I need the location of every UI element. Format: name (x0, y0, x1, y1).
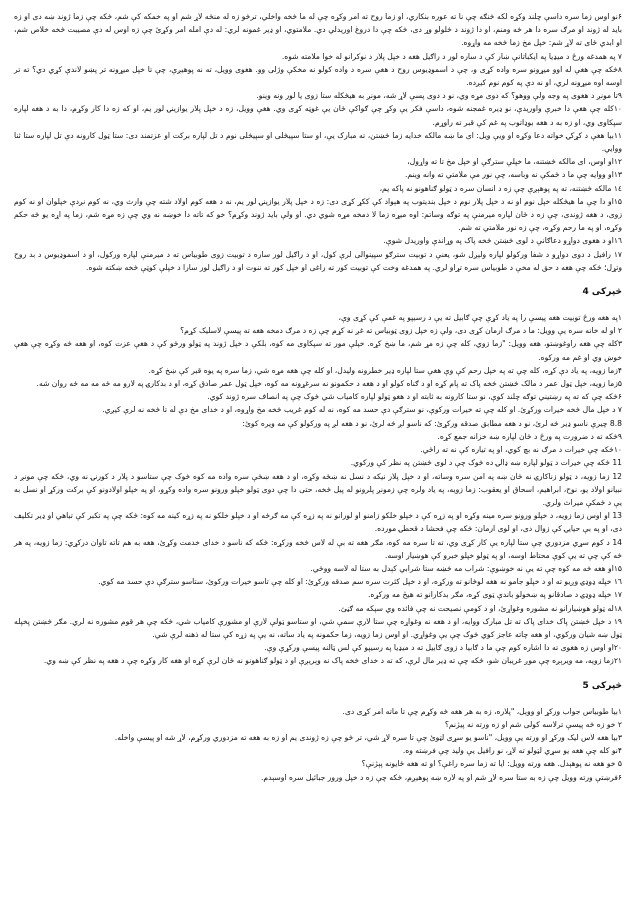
verse-paragraph: ۱بیا طوبیاس جواب ورکړ او وویل، "پلاره، زه به هر هغه څه وکړم چې تا ماته امر کړی دی. (342, 706, 622, 716)
verse-paragraph: ۲۱زما زویه، مه ویرېږه چې موږ غریبان شو، څکه چې ته ډیر مال لرې، که ته د خدای څخه پاک نه وېریږې او د ټولو ګناهونو نه ځان لرې کړه او هغه کار وکړه چې د هغه په نظر کې ښه وي. (43, 656, 622, 666)
verse-paragraph: ۱٤ مالکه څښتنه، ته په پوهېږې چې زه د انسان سره د ټولو ګناهونو نه پاکه یم، (379, 183, 622, 193)
verse-paragraph: ۴نو کله چې هغه یو سړي لټولو ته لاړ، نو رافیل یې ولید چې فرښته وه. (402, 746, 622, 756)
verse-paragraph: ۱۷ خپله ډوډۍ د صادقانو په ښخولو باندې ټوی کړه، مګر بدکارانو ته هیڅ مه ورکړه. (368, 590, 622, 600)
verse-paragraph: ۱۱بیا هغې د کړکۍ خواته دعا وکړه او ویې ویل: ای ما ښه مالکه خدایه زما څښتن، ته مبارک یې، او ستا سپیڅلی او سپیڅلی نوم د تل لپاره برکت او عزتمند دی: ستا ټول کارونه دې تل لپاره ستا ثنا ووایي. (14, 130, 622, 154)
verse-paragraph: ۲ خو زه څه پیسې ترلاسه کولی شم او زه ورته نه پیژنم؟ (444, 719, 622, 729)
verse-paragraph: ۶فرښتې ورته وویل چې زه به ستا سره لاړ شم او په لاره ښه پوهیږم، څکه چې زه د خپل ورور جبائیل سره اوسېدم. (261, 772, 622, 782)
chapter-4-heading: څپرکی 4 (582, 287, 622, 298)
verse-paragraph: ۲۰او اوس زه هغوی ته دا اشاره کوم چې ما د ګابیا د زوی ګابیل ته د میډیا په رسیپو کې لس ټالنه پیسې ورکړې وې. (264, 643, 622, 653)
verse-paragraph: 11 څکه چې خیرات د ټولو لپاره ښه ډالۍ ده څوک چې د لوی څښتن په نظر کې ورکوي. (350, 458, 622, 468)
verse-paragraph: ۱٦ خپله ډوډۍ وږیو ته او د خپلو جامو نه هغه لوڅانو ته ورکړه، او د خپل کثرت سره سم صدقه ورکړئ: او کله چې تاسو خیرات ورکوئ، ستاسو سترګې دې حسد مه کوي. (98, 577, 622, 587)
verse-paragraph: ۷ په همدغه ورځ د میډیا په ایکباتانې ښار کې د ساره لور د راګیل هغه د خپل پلار د نوکرانو له خوا ملامته شوه. (281, 51, 622, 61)
verse-paragraph: ۱۲او اوس، ای مالکه څښتنه، ما خپلې سترګې او خپل مخ تا ته واړول، (407, 157, 622, 167)
verse-paragraph: ۱۷ رافیل د دوی دواړو د شفا ورکولو لپاره ولیږل شو، یعنې د توبیت سترګو سپینوالی لرې کول، او د راګیل لور ساره د توبیت زوی طوبیاس ته د میرمنې لپاره ورکول، او د اسموډیوس د بد روح وتړل؛ څکه چې هغه د حق له مخې د طوبیاس سره تړاو لري. په همدغه وخت کې توبیت کور ته راغی او خپل کور ته ننوت او د راګیل لور سارا د خپلې کوټې څخه ښکته شوه. (14, 249, 622, 272)
verse-paragraph: ۱۰کله چې هغې دا خبرې واوریدې، نو ډیره غمجنه شوه، داسې فکر یې وکړ چې ګواکې ځان یې غوټه کړی وي. هغې وویل، زه د خپل پلار یوازینۍ لور یم، او که زه دا کار وکړم، دا به د هغه لپاره سپکاوی وي، او زه به د هغه بوډاتوب په غم کې قبر ته راوړم. (14, 104, 622, 127)
verse-paragraph: ۱۳او ووایه چې ما د ځمکې نه وباسه، چې نور مې ملامتي ته وانه وینم. (404, 170, 622, 180)
verse-paragraph: ۱٦او د هغوی دواړو دعاګانې د لوی څښتن څخه پاک په وړاندې واوریدل شوې. (383, 236, 622, 246)
verse-paragraph: ۲ او له خانه سره یې وویل: ما د مرګ ارمان کړی دی، ولې زه خپل زوی ټوبیاس ته غږ نه کړم چې زه د مرګ دمخه هغه ته پیسې لاسلیک کړم؟ (180, 326, 622, 336)
verse-paragraph: ۱۸له ټولو هوښیارانو نه مشوره وغواړئ، او د کومې نصیحت نه چې فائده وي سپکه مه ګڼئ. (338, 603, 622, 613)
verse-paragraph: ۹څکه ته د ضرورت په ورځ د ځان لپاره ښه خزانه جمع کړه. (437, 431, 622, 441)
chapter-3-continuation (14, 10, 622, 274)
verse-paragraph: ۱۹ د خپل څښتن پاک خدای پاک ته تل مبارک ووایه، او د هغه نه وغواړه چې ستا لارې سمې شي، او ستاسو ټولې لارې او مشورې کامیاب شي، څکه چې هر قوم مشوره نه لري. مګر څښتن پخپله ټول ښه شیان ورکوي، او هغه چاته عاجز کوي څوک چې یې وغواړي. او اوس زما زویه، زما حکمونه په یاد ساته، نه یې په زړه کې ستا له ذهنه لرې شي. (14, 616, 622, 639)
verse-paragraph: ۱په هغه ورځ توبیت هغه پیسې را په یاد کړې چې ګابیل ته یې د رسیپو په غمې کې کړی وې، (338, 313, 622, 323)
verse-paragraph: ۵زما زویه، خپل ټول عمر د مالک څښتن څخه پاک ته پام کړه او د ګناه کولو او د هغه د حکمونو نه سرغړونه مه کوه، خپل ټول عمر صادق کړه، او د بدکارۍ په لارو مه ځه مه مه ځه روان شه. (36, 379, 622, 389)
verse-paragraph: ۴زما زویه، په یاد دې کړه، کله چې ته په خپل رحم کې وې هغې ستا لپاره ډیر خطرونه ولیدل، او کله چې هغه مړه شي، زما سره په یوه قبر کې ښخ کړه. (148, 365, 622, 375)
verse-paragraph: 8.8 چیرې ناسو ډیر څه لرئ، نو د هغه مطابق صدقه ورکړئ: که ناسو لږ څه لرئ، نو د هغه لږ په ورکولو کې مه ویره کوئ: (242, 418, 622, 428)
verse-paragraph: 12 زما زویه، د ټولو زناکارۍ نه ځان ښه په امن سره وساته، او د خپل پلار نیکه د نسل نه ښځه وکړه، او د هغه ښځې سره واده مه کوه څوک چې ستاسو د پلار د کورنۍ نه وي، څکه چې مونږ د نبیانو اولاد یو، نوح، ابراهیم، اسحاق او یعقوب: زما زویه، په یاد ولره چې زمونږ پلرونو له پیل څخه، حتی دا چې دوی ټولو خپلو ورونو سره واده وکړو، او په خپلو اولادونو کې برکت ورکړ او نسل به یې د ځمکې میراث ولري. (14, 471, 622, 507)
verse-paragraph: ۱۵او هغه څه مه کوه چې ته یې نه خوښوې: شراب مه څښه ستا شرابي کېدل به ستا له لاسه ووځي. (310, 563, 622, 573)
chapter-4 (14, 311, 622, 667)
verse-paragraph: 13 او اوس زما زویه، د خپلو ورونو سره مینه وکړه او په زړه کې د خپلو خلکو زامنو او لورانو نه په زړه کې مه ګرځه او د خپلو خلکو نه په زړه کینه مه کوه: څکه چې په تکبر کې تباهي او ډیر تکلیف دی، او په بې حیایۍ کې زوال دی، او لوی ارمان: څکه چې فحشا د قحطۍ مورده. (14, 511, 622, 534)
chapter-5-heading: څپرکی 5 (582, 680, 622, 691)
chapter-5 (14, 705, 622, 784)
verse-paragraph: ۱۰څکه چې خیرات د مرګ نه بچ کوي، او په تیاره کې نه ته راځي. (420, 445, 622, 455)
verse-paragraph: ۹تا مونږ د هغوی په وجه ولې ووهو؟ که دوی مړه وي، نو د دوی پسې لاړ شه، مونږ به هیڅکله ستا زوی یا لور ونه وینو. (256, 91, 622, 101)
verse-paragraph: ۵ خو هغه نه پوهېدل. هغه ورته وویل: ایا ته زما سره راغې؟ او ته هغه ځایونه پېژنې؟ (361, 759, 622, 769)
verse-paragraph: ۶څکه چې که ته په رښتیني توګه چلند کوې، نو ستا کارونه به ثابته او د هغو ټولو لپاره کامیاب شي څوک چې په انصاف سره ژوند کوي. (207, 392, 622, 402)
verse-paragraph: ۷ د خپل مال څخه خیرات ورکړئ. او کله چې ته خیرات ورکوې، نو سترګې دې حسد مه کوه، نه له کوم غریب څخه مخ واړوه، او د خدای مخ دې له تا څخه نه لرې کیږي. (102, 405, 622, 415)
verse-paragraph: ۳بیا هغه لاس لیک ورکړ او ورته یې وویل، "ناسو یو سړی لټوئ چې تا سره لاړ شي، تر څو چې زه ژوندی یم او زه به هغه ته مزدوري ورکړم، لاړ شه او پیسې واخله. (114, 732, 622, 742)
verse-paragraph: ۳کله چې هغه راوغوښتو، هغه وویل: "زما زوي، کله چې زه مړ شم، ما ښخ کړه. خپلې مور ته سپکاوی مه کوه، بلکې د خپل ژوند په ټولو ورځو کې د هغې عزت کوه، او هغه څه وکړه چې هغې خوښ وي او غم مه ورکوه. (14, 339, 622, 362)
verse-paragraph: ۱۵او دا چې ما هیڅکله خپل نوم او نه د خپل پلار نوم د خپل بندیتوب په هېواد کې ککړ کړی دی: زه د خپل پلار یوازینۍ لور یم، نه د هغه کوم اولاد شته چې وارث وي، نه کوم نږدې خپلوان او نه کوم زوی، د هغه ژوندی، چې زه د ځان لپاره میرمنې په توګه وساتم: اوه میړه زما لا دمخه مړه شوي دي. او ولې باید ژوند وکړم؟ خو که تاته دا خوښه نه وي چې زه مړه شم، زما په اړه یو څه حکم وکړه، او په ما رحم وکړه، چې زه نور ملامتي ته شم. (14, 196, 622, 233)
verse-paragraph: ۶نو اوس زما سره داسې چلند وکړه لکه څنګه چې نا ته عوره بنکاري، او زما روح ته امر وکړه چې له ما څخه واخلي، ترڅو زه له منځه لاړ شم او په خمکه کې شم، څکه چې زما ژوند ښه دی او زه باید له ژوند او مرګ سره دا هر څه ومنم، او دا ژوند د څلولو وړ دی، څکه چې دا دروغ اوریدلي دي. ملامتوي، او ډیر غمونه لري: له دې امله امر وکړئ چې زه اوس له دې مصیبت څخه خلاص شم، او ابدي ځای ته لاړ شم: خپل مخ زما څخه مه واړوه. (14, 12, 622, 48)
verse-paragraph: 14 د کوم سړي مزدوري چې ستا لپاره یې کار کړی وي، ته تا سره مه کوه، مګر هغه ته بې له لاس څخه ورکړه: څکه که ناسو د خدای خدمت وکړئ، هغه به هم تاته تاوان درکړي: زما زویه، په هر څه کې چې ته یې کوې محتاط اوسه، او په ټولو خپلو خبرو کې هوښیار اوسه. (14, 537, 622, 560)
verse-paragraph: ۸څکه چې هغې له اوو میړونو سره واده کړی و، چې د اسموډیوس روح د هغې سره د واده کولو نه مخکې وژلی وو. هغوی وویل، ته نه پوهیږې، چې تا خپل میړونه تر پښو لاندې کړي دي؟ ته تر اوسه اوه میړونه لري، او نه دې په کوم نوم کیږده. (14, 64, 622, 88)
